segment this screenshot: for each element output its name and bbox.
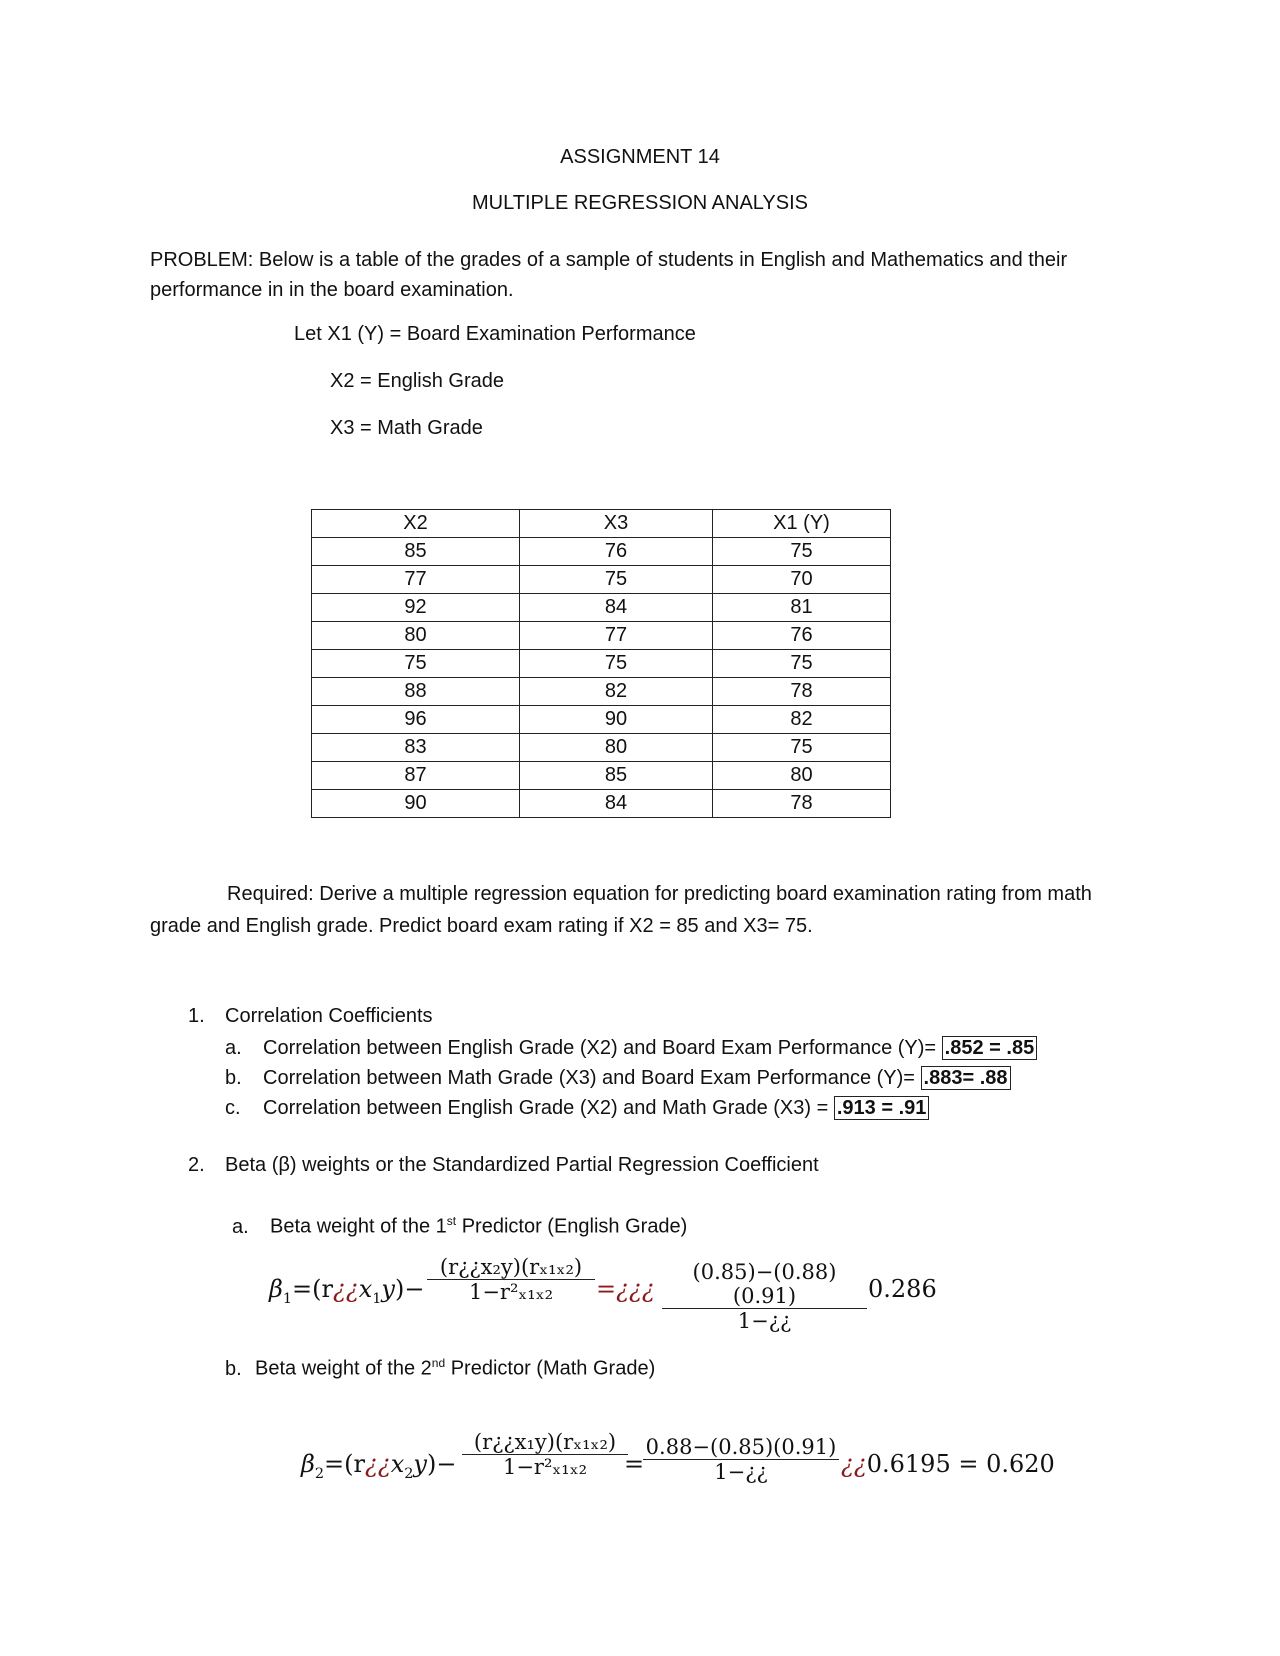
table-row [312,762,891,790]
beta2-fraction-1 [462,1430,628,1479]
assignment-subtitle: MULTIPLE REGRESSION ANALYSIS [471,192,809,214]
section1-item-b [225,1067,1011,1090]
table-cell: 75 [713,650,891,678]
table-row [312,622,891,650]
definition-x2: X2 = English Grade [330,370,504,392]
beta-symbol: β [269,1275,283,1303]
section1-item-a [225,1037,1037,1060]
beta2-result [841,1450,1055,1478]
definition-x3: X3 = Math Grade [330,417,483,439]
item-marker: c. [225,1097,241,1119]
correlation-value-b: .883= .88 [921,1066,1011,1090]
table-cell: 80 [312,622,520,650]
table-row [312,538,891,566]
beta-b-heading [225,1356,655,1381]
table-cell: 75 [520,566,713,594]
beta1-eq-mid [596,1275,655,1303]
table-row [312,678,891,706]
fraction-denominator: 1−r²ₓ₁ₓ₂ [462,1454,628,1479]
eq-garbled-chars: ¿¿ [364,1450,391,1478]
eq-garbled-chars: ¿¿ [332,1275,359,1303]
table-cell: 90 [312,790,520,818]
item-marker: b. [225,1067,242,1089]
section2-number: 2. [188,1154,205,1176]
beta1-fraction-2 [662,1260,867,1333]
beta-a-suffix: Predictor (English Grade) [456,1215,688,1238]
eq-open: =(r [324,1450,365,1478]
table-row [312,706,891,734]
table-cell: 76 [713,622,891,650]
table-cell: 75 [312,650,520,678]
eq-var-y: y [381,1275,395,1303]
table-cell: 70 [713,566,891,594]
fraction-denominator: 1−r²ₓ₁ₓ₂ [427,1279,595,1304]
problem-statement: PROBLEM: Below is a table of the grades of a sample of students in English and Mathematics and their performance in in the board examination. [150,249,1068,301]
assignment-title: ASSIGNMENT 14 [560,146,720,168]
eq-mid: =¿¿¿ [596,1275,655,1303]
definition-x1: Let X1 (Y) = Board Examination Performance [294,323,696,345]
table-cell: 88 [312,678,520,706]
table-cell: 81 [713,594,891,622]
section1-item-c [225,1097,929,1120]
eq-garbled-chars: ¿¿ [841,1450,867,1478]
beta2-fraction-2 [643,1435,839,1484]
table-row [312,594,891,622]
beta-a-sup: st [446,1214,457,1228]
beta1-fraction-1 [427,1255,595,1304]
table-cell: 84 [520,790,713,818]
beta1-lhs [269,1275,424,1307]
table-cell: 78 [713,678,891,706]
table-cell: 82 [520,678,713,706]
required-statement: Required: Derive a multiple regression equation for predicting board examination rating from math grade and English grade. Predict board exam rating if X2 = 85 and X3= 75. [150,883,1092,937]
table-cell: 77 [520,622,713,650]
table-cell: 83 [312,734,520,762]
beta-a-heading [232,1214,687,1239]
eq-open: =(r [292,1275,333,1303]
table-cell: 85 [520,762,713,790]
table-cell: 87 [312,762,520,790]
table-cell: 75 [713,734,891,762]
fraction-numerator: 0.88−(0.85)(0.91) [645,1435,837,1459]
table-header-x1: X1 (Y) [713,510,891,538]
eq-var-sub: 1 [372,1290,382,1307]
beta-a-prefix: Beta weight of the 1 [270,1215,447,1238]
table-cell: 78 [713,790,891,818]
table-cell: 76 [520,538,713,566]
correlation-value-c: .913 = .91 [834,1096,930,1120]
table-cell: 84 [520,594,713,622]
section1-number: 1. [188,1005,205,1027]
eq-var-y: y [413,1450,427,1478]
section1-title: Correlation Coefficients [225,1005,433,1027]
beta-symbol: β [301,1450,315,1478]
item-text: Correlation between English Grade (X2) and Board Exam Performance (Y)= [263,1037,937,1059]
table-cell: 80 [520,734,713,762]
eq-close: )− [394,1275,425,1303]
table-cell: 77 [312,566,520,594]
table-cell: 96 [312,706,520,734]
table-cell: 82 [713,706,891,734]
section2-title: Beta (β) weights or the Standardized Partial Regression Coefficient [225,1154,819,1176]
item-text: Correlation between Math Grade (X3) and Board Exam Performance (Y)= [263,1067,915,1089]
beta1-result: 0.286 [868,1275,937,1303]
eq-var-sub: 2 [404,1465,414,1482]
table-cell: 90 [520,706,713,734]
correlation-value-a: .852 = .85 [942,1036,1038,1060]
beta-sub: 1 [282,1290,293,1307]
beta-a-marker: a. [232,1215,249,1238]
eq-var-x: x [390,1450,405,1478]
beta-sub: 2 [314,1465,325,1482]
table-row [312,650,891,678]
table-header-x2: X2 [312,510,520,538]
beta-b-suffix: Predictor (Math Grade) [445,1357,656,1380]
beta2-result-value: 0.6195 = 0.620 [866,1450,1055,1478]
table-header-x3: X3 [520,510,713,538]
table-cell: 92 [312,594,520,622]
beta2-lhs [301,1450,456,1482]
table-cell: 75 [520,650,713,678]
item-marker: a. [225,1037,242,1059]
beta-b-prefix: Beta weight of the 2 [255,1357,432,1380]
table-cell: 85 [312,538,520,566]
table-row [312,790,891,818]
fraction-numerator: (0.85)−(0.88)(0.91) [692,1260,837,1308]
eq-close: )− [426,1450,457,1478]
table-row [312,566,891,594]
fraction-denominator: 1−¿¿ [662,1308,867,1333]
beta-b-marker: b. [225,1357,242,1380]
table-row [312,734,891,762]
eq-var-x: x [358,1275,373,1303]
table-cell: 75 [713,538,891,566]
table-cell: 80 [713,762,891,790]
item-text: Correlation between English Grade (X2) and Math Grade (X3) = [263,1097,829,1119]
table-header-row [312,510,891,538]
grades-table [311,509,891,818]
fraction-numerator: (r¿¿x₂y)(rₓ₁ₓ₂) [439,1255,583,1279]
beta-b-sup: nd [431,1356,446,1370]
fraction-numerator: (r¿¿x₁y)(rₓ₁ₓ₂) [473,1430,617,1454]
beta2-eq-mid: = [624,1450,645,1478]
fraction-denominator: 1−¿¿ [643,1459,839,1484]
